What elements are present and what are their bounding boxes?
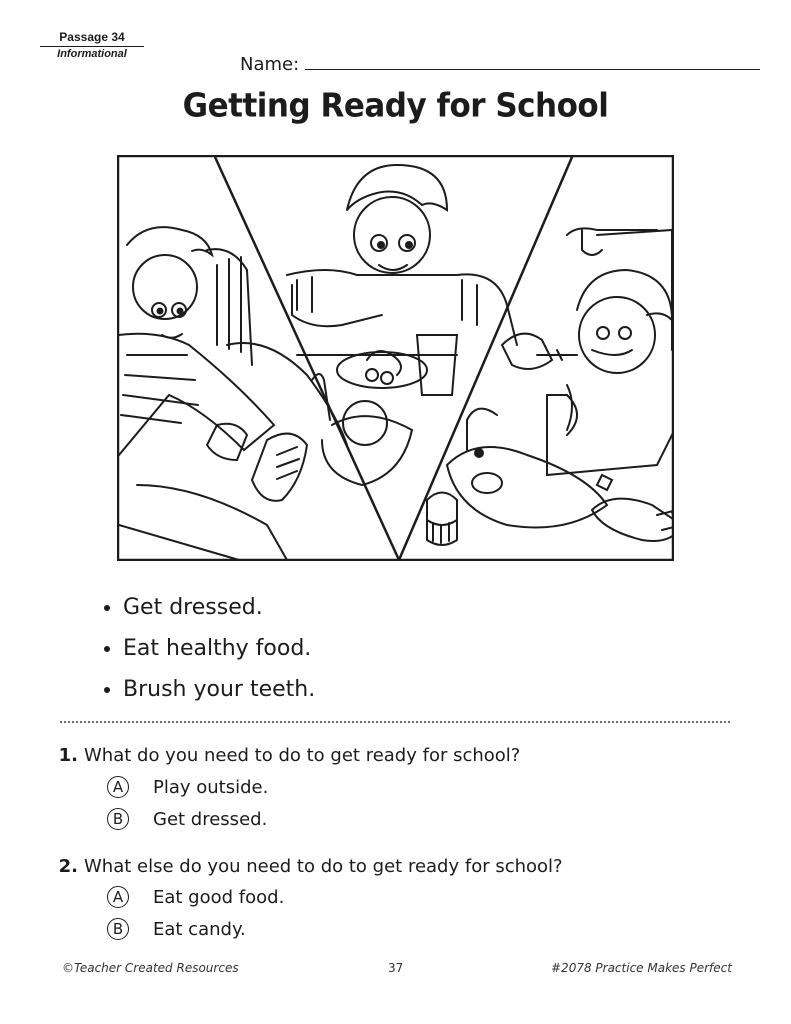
bullet-icon [104,605,110,611]
answer-text: Get dressed. [153,808,268,830]
key-points-list [104,587,315,710]
question-text: What else do you need to do to get ready for school? [84,856,563,877]
answer-text: Eat good food. [153,886,285,908]
dotted-divider [60,721,730,723]
answer-bubble[interactable]: B [107,808,129,830]
passage-label [40,30,144,60]
name-line[interactable] [305,68,760,70]
question-1 [56,745,520,766]
list-item-text: Eat healthy food. [123,635,312,661]
passage-type: Informational [57,48,127,60]
footer-copyright: ©Teacher Created Resources [62,961,239,975]
answer-bubble[interactable]: A [107,776,129,798]
question-number: 1. [58,745,78,766]
name-field-row [240,53,760,75]
list-item [104,628,315,669]
page-number: 37 [388,961,404,975]
answer-option[interactable] [107,808,267,830]
footer-book-title: #2078 Practice Makes Perfect [551,961,732,975]
answer-option[interactable] [107,776,268,798]
list-item-text: Get dressed. [123,594,263,620]
answer-bubble[interactable]: B [107,918,129,940]
page-title: Getting Ready for School [182,87,609,125]
bullet-icon [104,687,110,693]
answer-option[interactable] [107,918,246,940]
answer-text: Play outside. [153,776,269,798]
list-item-text: Brush your teeth. [123,676,316,702]
answer-bubble[interactable]: A [107,886,129,908]
answer-option[interactable] [107,886,284,908]
passage-number: Passage 34 [40,30,144,47]
question-text: What do you need to do to get ready for school? [84,745,521,766]
question-number: 2. [58,856,78,877]
answer-text: Eat candy. [153,918,246,940]
list-item [104,669,315,710]
name-label: Name: [240,54,300,75]
question-2 [56,856,563,877]
illustration [117,155,674,561]
list-item [104,587,315,628]
bullet-icon [104,646,110,652]
